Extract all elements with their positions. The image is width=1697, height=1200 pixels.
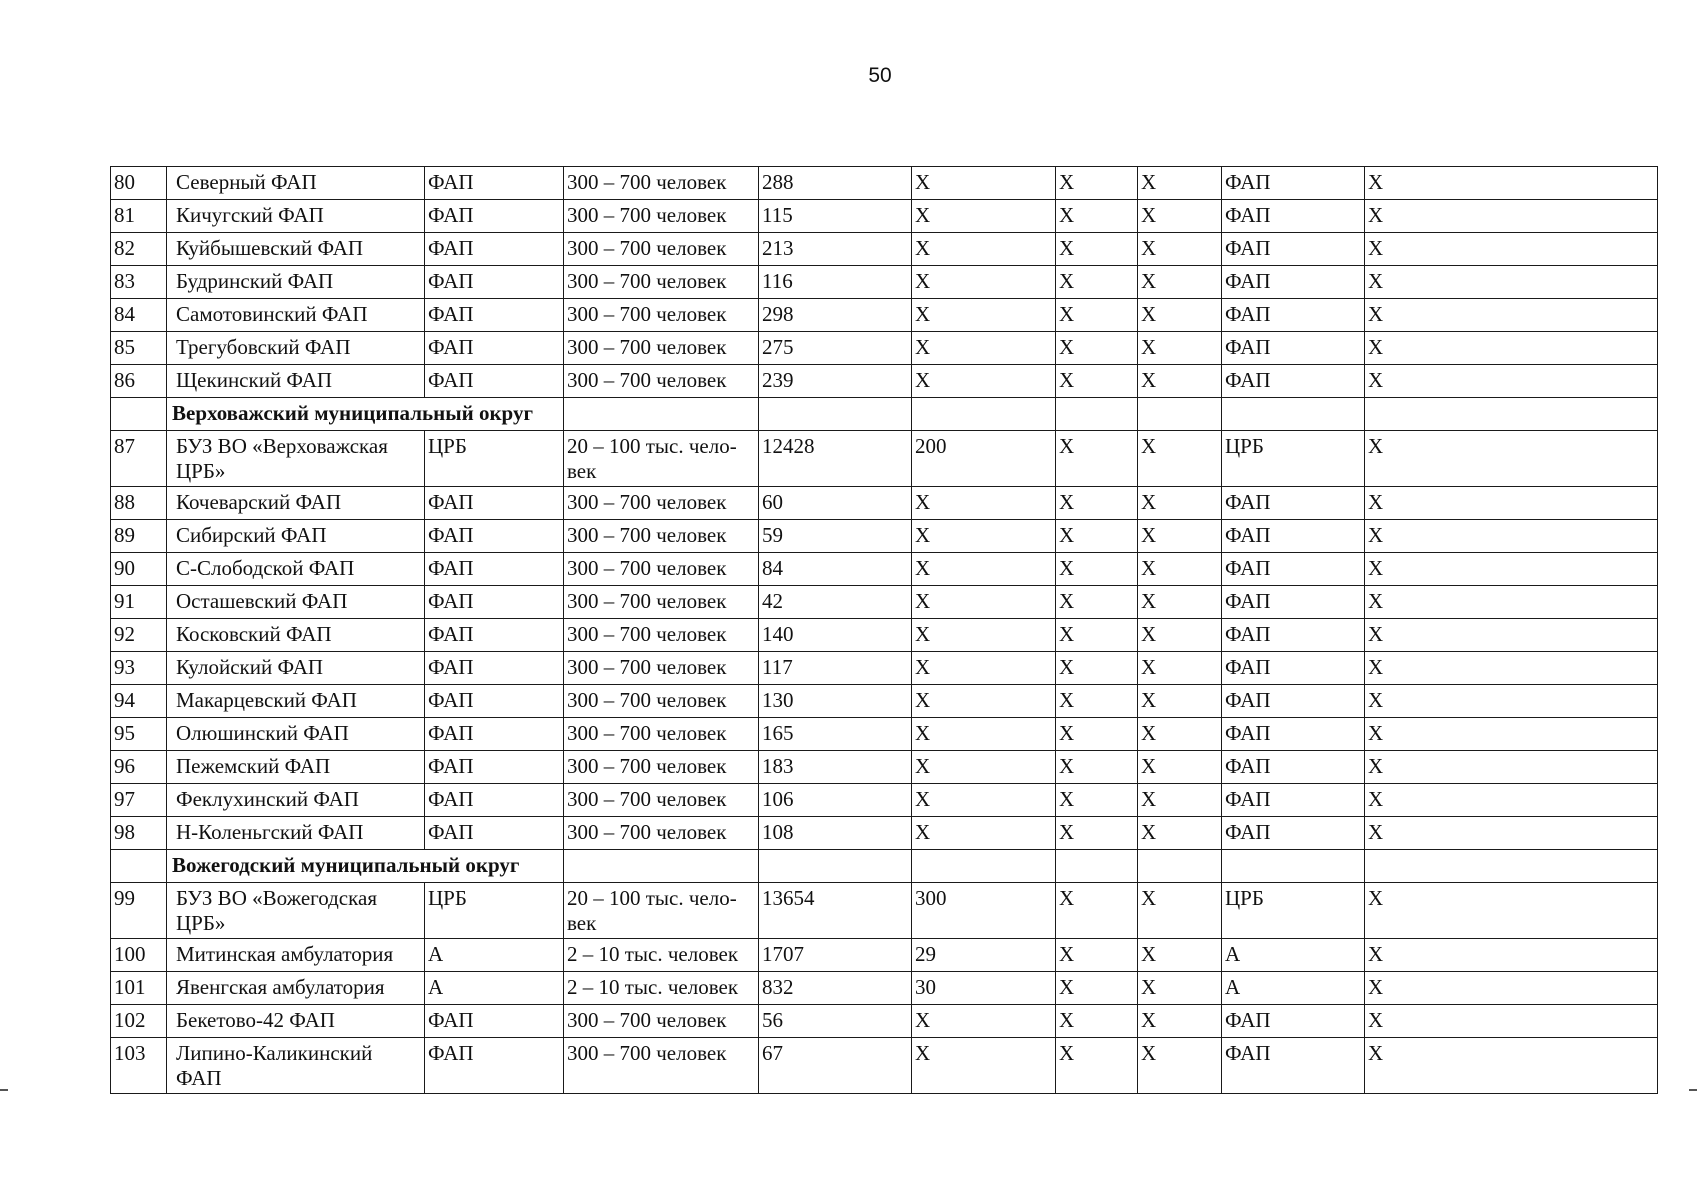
column-7-cell: X [1056, 751, 1138, 784]
row-number-cell: 93 [111, 652, 167, 685]
attached-population-cell: 56 [759, 1005, 912, 1038]
population-range-cell: 2 – 10 тыс. человек [564, 972, 759, 1005]
column-7-cell: X [1056, 817, 1138, 850]
row-number-cell: 96 [111, 751, 167, 784]
column-10-cell: X [1365, 553, 1658, 586]
population-range-cell: 300 – 700 человек [564, 266, 759, 299]
row-number-cell: 94 [111, 685, 167, 718]
facility-type-cell: ФАП [425, 619, 564, 652]
attached-population-cell: 183 [759, 751, 912, 784]
column-10-cell: X [1365, 520, 1658, 553]
facility-name-cell: Трегубовский ФАП [167, 332, 425, 365]
table-row [111, 685, 1658, 718]
facility-type-cell: ФАП [425, 266, 564, 299]
population-range-cell: 300 – 700 человек [564, 817, 759, 850]
column-8-cell: X [1138, 487, 1222, 520]
target-type-cell: А [1222, 939, 1365, 972]
beds-cell: X [912, 299, 1056, 332]
row-number-cell: 91 [111, 586, 167, 619]
row-number-cell: 99 [111, 883, 167, 939]
table-row [111, 431, 1658, 487]
column-10-cell: X [1365, 200, 1658, 233]
population-range-cell [564, 398, 759, 431]
row-number-cell: 89 [111, 520, 167, 553]
facility-name-cell: БУЗ ВО «Вожегодская ЦРБ» [167, 883, 425, 939]
attached-population-cell: 1707 [759, 939, 912, 972]
facility-name-cell: Липино-Каликинский ФАП [167, 1038, 425, 1094]
facility-name-cell: Кочеварский ФАП [167, 487, 425, 520]
facility-name-cell: Будринский ФАП [167, 266, 425, 299]
target-type-cell: А [1222, 972, 1365, 1005]
facility-type-cell: ФАП [425, 553, 564, 586]
column-10-cell: X [1365, 685, 1658, 718]
section-header-row [111, 398, 1658, 431]
column-7-cell: X [1056, 431, 1138, 487]
facility-name-cell: Сибирский ФАП [167, 520, 425, 553]
column-7-cell: X [1056, 167, 1138, 200]
population-range-cell: 300 – 700 человек [564, 200, 759, 233]
beds-cell: 200 [912, 431, 1056, 487]
target-type-cell [1222, 850, 1365, 883]
row-number-cell: 92 [111, 619, 167, 652]
row-number-cell: 81 [111, 200, 167, 233]
column-7-cell: X [1056, 487, 1138, 520]
column-8-cell: X [1138, 972, 1222, 1005]
facility-name-cell: Осташевский ФАП [167, 586, 425, 619]
column-8-cell: X [1138, 685, 1222, 718]
table-row [111, 972, 1658, 1005]
row-number-cell: 88 [111, 487, 167, 520]
facility-type-cell: ФАП [425, 200, 564, 233]
population-range-cell: 300 – 700 человек [564, 332, 759, 365]
row-number-cell: 98 [111, 817, 167, 850]
facility-name-cell: Самотовинский ФАП [167, 299, 425, 332]
population-range-cell: 300 – 700 человек [564, 167, 759, 200]
column-8-cell: X [1138, 233, 1222, 266]
population-range-cell: 300 – 700 человек [564, 619, 759, 652]
row-number-cell: 87 [111, 431, 167, 487]
population-range-cell: 300 – 700 человек [564, 784, 759, 817]
table-row [111, 939, 1658, 972]
table-row [111, 586, 1658, 619]
column-8-cell [1138, 398, 1222, 431]
beds-cell: X [912, 233, 1056, 266]
facility-name-cell: Феклухинский ФАП [167, 784, 425, 817]
column-10-cell: X [1365, 1038, 1658, 1094]
beds-cell: 300 [912, 883, 1056, 939]
column-10-cell: X [1365, 1005, 1658, 1038]
beds-cell: 30 [912, 972, 1056, 1005]
population-range-cell: 20 – 100 тыс. чело-век [564, 431, 759, 487]
beds-cell: X [912, 266, 1056, 299]
beds-cell: X [912, 332, 1056, 365]
facility-name-cell: Явенгская амбулатория [167, 972, 425, 1005]
facility-name-cell: Северный ФАП [167, 167, 425, 200]
column-7-cell: X [1056, 1005, 1138, 1038]
table-row [111, 1038, 1658, 1094]
attached-population-cell: 106 [759, 784, 912, 817]
column-10-cell [1365, 850, 1658, 883]
column-8-cell: X [1138, 619, 1222, 652]
attached-population-cell: 117 [759, 652, 912, 685]
attached-population-cell: 12428 [759, 431, 912, 487]
population-range-cell: 300 – 700 человек [564, 299, 759, 332]
column-10-cell: X [1365, 365, 1658, 398]
target-type-cell: ФАП [1222, 299, 1365, 332]
table-row [111, 200, 1658, 233]
column-10-cell: X [1365, 487, 1658, 520]
column-10-cell: X [1365, 972, 1658, 1005]
beds-cell: X [912, 1038, 1056, 1094]
target-type-cell: ФАП [1222, 817, 1365, 850]
facility-name-cell: Н-Коленьгский ФАП [167, 817, 425, 850]
beds-cell: X [912, 652, 1056, 685]
column-7-cell: X [1056, 883, 1138, 939]
facility-name-cell: Кичугский ФАП [167, 200, 425, 233]
table-row [111, 299, 1658, 332]
beds-cell: X [912, 365, 1056, 398]
left-edge-mark [0, 1089, 8, 1091]
row-number-cell: 97 [111, 784, 167, 817]
attached-population-cell: 13654 [759, 883, 912, 939]
table-row [111, 817, 1658, 850]
column-7-cell: X [1056, 619, 1138, 652]
table-row [111, 751, 1658, 784]
column-8-cell: X [1138, 553, 1222, 586]
beds-cell: X [912, 718, 1056, 751]
column-10-cell: X [1365, 332, 1658, 365]
population-range-cell: 2 – 10 тыс. человек [564, 939, 759, 972]
facilities-table [110, 166, 1658, 1094]
column-10-cell: X [1365, 619, 1658, 652]
page-number: 50 [868, 64, 892, 87]
facility-type-cell: ФАП [425, 586, 564, 619]
facility-type-cell: ФАП [425, 299, 564, 332]
row-number-cell: 103 [111, 1038, 167, 1094]
row-number-cell: 85 [111, 332, 167, 365]
target-type-cell: ФАП [1222, 233, 1365, 266]
facility-type-cell: ФАП [425, 233, 564, 266]
column-7-cell: X [1056, 233, 1138, 266]
facility-type-cell: ФАП [425, 520, 564, 553]
table-row [111, 619, 1658, 652]
population-range-cell: 300 – 700 человек [564, 586, 759, 619]
column-10-cell: X [1365, 299, 1658, 332]
facility-name-cell: Макарцевский ФАП [167, 685, 425, 718]
column-8-cell: X [1138, 652, 1222, 685]
column-7-cell: X [1056, 685, 1138, 718]
table-row [111, 332, 1658, 365]
facility-type-cell: А [425, 939, 564, 972]
attached-population-cell: 59 [759, 520, 912, 553]
attached-population-cell [759, 850, 912, 883]
column-10-cell: X [1365, 652, 1658, 685]
column-8-cell [1138, 850, 1222, 883]
row-number-cell: 102 [111, 1005, 167, 1038]
target-type-cell: ФАП [1222, 652, 1365, 685]
attached-population-cell: 832 [759, 972, 912, 1005]
facility-type-cell: ФАП [425, 167, 564, 200]
table-row [111, 266, 1658, 299]
column-8-cell: X [1138, 718, 1222, 751]
population-range-cell: 300 – 700 человек [564, 652, 759, 685]
facility-type-cell: ФАП [425, 652, 564, 685]
beds-cell: X [912, 200, 1056, 233]
row-number-cell: 80 [111, 167, 167, 200]
column-10-cell: X [1365, 718, 1658, 751]
beds-cell: X [912, 817, 1056, 850]
row-number-cell: 95 [111, 718, 167, 751]
facility-type-cell: ЦРБ [425, 431, 564, 487]
column-7-cell: X [1056, 1038, 1138, 1094]
facility-name-cell: Щекинский ФАП [167, 365, 425, 398]
population-range-cell: 300 – 700 человек [564, 685, 759, 718]
right-edge-mark [1689, 1089, 1697, 1091]
attached-population-cell: 67 [759, 1038, 912, 1094]
facility-type-cell: ФАП [425, 718, 564, 751]
facility-type-cell: А [425, 972, 564, 1005]
column-8-cell: X [1138, 751, 1222, 784]
attached-population-cell: 239 [759, 365, 912, 398]
beds-cell: X [912, 751, 1056, 784]
column-8-cell: X [1138, 1038, 1222, 1094]
target-type-cell: ФАП [1222, 167, 1365, 200]
beds-cell [912, 850, 1056, 883]
population-range-cell: 300 – 700 человек [564, 751, 759, 784]
beds-cell: X [912, 784, 1056, 817]
target-type-cell: ФАП [1222, 200, 1365, 233]
column-7-cell: X [1056, 365, 1138, 398]
population-range-cell: 300 – 700 человек [564, 233, 759, 266]
beds-cell: X [912, 520, 1056, 553]
column-8-cell: X [1138, 167, 1222, 200]
facility-name-cell: Бекетово-42 ФАП [167, 1005, 425, 1038]
table-row [111, 652, 1658, 685]
column-10-cell: X [1365, 939, 1658, 972]
target-type-cell: ФАП [1222, 487, 1365, 520]
table-row [111, 520, 1658, 553]
column-8-cell: X [1138, 939, 1222, 972]
attached-population-cell: 115 [759, 200, 912, 233]
row-number-cell: 90 [111, 553, 167, 586]
facility-name-cell: БУЗ ВО «Верховажская ЦРБ» [167, 431, 425, 487]
facility-name-cell: С-Слободской ФАП [167, 553, 425, 586]
facility-name-cell: Олюшинский ФАП [167, 718, 425, 751]
column-8-cell: X [1138, 883, 1222, 939]
section-header-row [111, 850, 1658, 883]
attached-population-cell: 84 [759, 553, 912, 586]
facility-type-cell: ФАП [425, 365, 564, 398]
facility-type-cell: ФАП [425, 817, 564, 850]
column-8-cell: X [1138, 299, 1222, 332]
column-7-cell: X [1056, 299, 1138, 332]
column-8-cell: X [1138, 431, 1222, 487]
population-range-cell: 20 – 100 тыс. чело-век [564, 883, 759, 939]
target-type-cell: ФАП [1222, 266, 1365, 299]
facility-type-cell: ЦРБ [425, 883, 564, 939]
column-7-cell: X [1056, 200, 1138, 233]
facility-type-cell: ФАП [425, 751, 564, 784]
column-7-cell: X [1056, 553, 1138, 586]
column-7-cell: X [1056, 266, 1138, 299]
attached-population-cell: 60 [759, 487, 912, 520]
row-number-cell: 83 [111, 266, 167, 299]
column-10-cell: X [1365, 167, 1658, 200]
beds-cell: X [912, 586, 1056, 619]
row-number-cell [111, 398, 167, 431]
column-8-cell: X [1138, 365, 1222, 398]
attached-population-cell: 275 [759, 332, 912, 365]
beds-cell: X [912, 553, 1056, 586]
attached-population-cell: 42 [759, 586, 912, 619]
attached-population-cell: 298 [759, 299, 912, 332]
target-type-cell: ФАП [1222, 520, 1365, 553]
column-8-cell: X [1138, 332, 1222, 365]
facility-type-cell: ФАП [425, 487, 564, 520]
attached-population-cell: 116 [759, 266, 912, 299]
column-7-cell: X [1056, 332, 1138, 365]
facility-type-cell: ФАП [425, 784, 564, 817]
table-row [111, 718, 1658, 751]
target-type-cell: ФАП [1222, 1038, 1365, 1094]
column-7-cell: X [1056, 939, 1138, 972]
column-10-cell: X [1365, 817, 1658, 850]
target-type-cell: ФАП [1222, 553, 1365, 586]
column-7-cell: X [1056, 718, 1138, 751]
population-range-cell: 300 – 700 человек [564, 718, 759, 751]
column-10-cell: X [1365, 751, 1658, 784]
beds-cell: X [912, 619, 1056, 652]
target-type-cell [1222, 398, 1365, 431]
population-range-cell: 300 – 700 человек [564, 365, 759, 398]
column-8-cell: X [1138, 784, 1222, 817]
population-range-cell: 300 – 700 человек [564, 553, 759, 586]
column-10-cell: X [1365, 784, 1658, 817]
table-row [111, 784, 1658, 817]
target-type-cell: ФАП [1222, 784, 1365, 817]
target-type-cell: ЦРБ [1222, 883, 1365, 939]
column-7-cell: X [1056, 520, 1138, 553]
target-type-cell: ФАП [1222, 365, 1365, 398]
row-number-cell: 100 [111, 939, 167, 972]
table-row [111, 233, 1658, 266]
column-8-cell: X [1138, 266, 1222, 299]
table-row [111, 883, 1658, 939]
column-8-cell: X [1138, 1005, 1222, 1038]
facility-name-cell: Куйбышевский ФАП [167, 233, 425, 266]
column-7-cell: X [1056, 652, 1138, 685]
row-number-cell: 86 [111, 365, 167, 398]
attached-population-cell: 213 [759, 233, 912, 266]
beds-cell: X [912, 487, 1056, 520]
column-7-cell: X [1056, 586, 1138, 619]
target-type-cell: ФАП [1222, 685, 1365, 718]
column-7-cell [1056, 398, 1138, 431]
section-title: Вожегодский муниципальный округ [167, 850, 425, 883]
row-number-cell [111, 850, 167, 883]
column-8-cell: X [1138, 520, 1222, 553]
table-body [111, 167, 1658, 1094]
facility-name-cell: Косковский ФАП [167, 619, 425, 652]
population-range-cell [564, 850, 759, 883]
target-type-cell: ФАП [1222, 619, 1365, 652]
population-range-cell: 300 – 700 человек [564, 487, 759, 520]
facility-name-cell: Пежемский ФАП [167, 751, 425, 784]
column-8-cell: X [1138, 817, 1222, 850]
column-10-cell: X [1365, 431, 1658, 487]
attached-population-cell: 130 [759, 685, 912, 718]
population-range-cell: 300 – 700 человек [564, 1038, 759, 1094]
column-10-cell: X [1365, 266, 1658, 299]
table-row [111, 1005, 1658, 1038]
beds-cell [912, 398, 1056, 431]
target-type-cell: ФАП [1222, 1005, 1365, 1038]
population-range-cell: 300 – 700 человек [564, 520, 759, 553]
column-7-cell: X [1056, 784, 1138, 817]
target-type-cell: ЦРБ [1222, 431, 1365, 487]
beds-cell: X [912, 1005, 1056, 1038]
column-7-cell: X [1056, 972, 1138, 1005]
target-type-cell: ФАП [1222, 586, 1365, 619]
target-type-cell: ФАП [1222, 718, 1365, 751]
target-type-cell: ФАП [1222, 332, 1365, 365]
column-8-cell: X [1138, 586, 1222, 619]
column-8-cell: X [1138, 200, 1222, 233]
table-row [111, 553, 1658, 586]
attached-population-cell: 108 [759, 817, 912, 850]
target-type-cell: ФАП [1222, 751, 1365, 784]
section-title: Верховажский муниципальный округ [167, 398, 425, 431]
facility-name-cell: Кулойский ФАП [167, 652, 425, 685]
facility-type-cell: ФАП [425, 1005, 564, 1038]
row-number-cell: 101 [111, 972, 167, 1005]
column-7-cell [1056, 850, 1138, 883]
row-number-cell: 82 [111, 233, 167, 266]
column-10-cell [1365, 398, 1658, 431]
facility-type-cell: ФАП [425, 685, 564, 718]
row-number-cell: 84 [111, 299, 167, 332]
table-row [111, 365, 1658, 398]
population-range-cell: 300 – 700 человек [564, 1005, 759, 1038]
attached-population-cell: 288 [759, 167, 912, 200]
column-10-cell: X [1365, 586, 1658, 619]
beds-cell: X [912, 167, 1056, 200]
facility-name-cell: Митинская амбулатория [167, 939, 425, 972]
facility-type-cell: ФАП [425, 332, 564, 365]
table-row [111, 487, 1658, 520]
column-10-cell: X [1365, 233, 1658, 266]
table-row [111, 167, 1658, 200]
attached-population-cell: 165 [759, 718, 912, 751]
facility-type-cell: ФАП [425, 1038, 564, 1094]
attached-population-cell [759, 398, 912, 431]
column-10-cell: X [1365, 883, 1658, 939]
attached-population-cell: 140 [759, 619, 912, 652]
beds-cell: 29 [912, 939, 1056, 972]
beds-cell: X [912, 685, 1056, 718]
